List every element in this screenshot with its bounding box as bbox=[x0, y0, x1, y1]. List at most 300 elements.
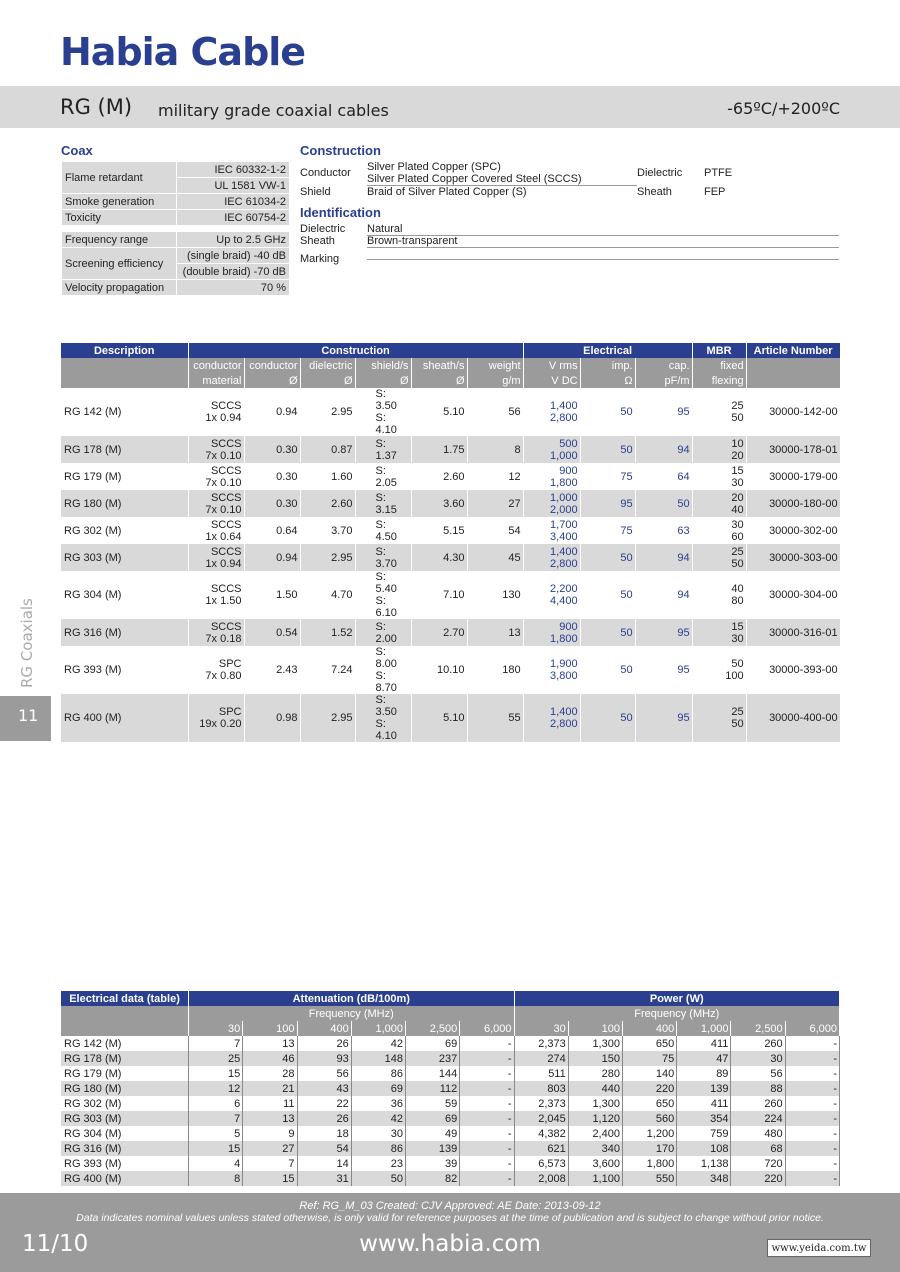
power-cell: 511 bbox=[514, 1066, 568, 1081]
sheath-dia: 3.60 bbox=[411, 490, 467, 517]
coax-value: UL 1581 VW-1 bbox=[177, 178, 290, 194]
cable-spec-table bbox=[61, 343, 841, 742]
page-footer bbox=[0, 1193, 900, 1272]
freq-label: Frequency (MHz) bbox=[514, 1006, 840, 1021]
voltage-line1: 1,400 bbox=[550, 400, 578, 412]
voltage-line1: 1,000 bbox=[550, 491, 578, 504]
weight: 180 bbox=[467, 646, 523, 694]
impedance: 75 bbox=[580, 463, 635, 490]
attenuation-cell: - bbox=[460, 1051, 514, 1066]
mbr-line1: 15 bbox=[731, 464, 744, 477]
dielectric-dia: 1.60 bbox=[300, 463, 355, 490]
conductor-material-line2: 1x 0.94 bbox=[205, 412, 242, 424]
habia-cable-logo: Habia Cable bbox=[60, 30, 306, 74]
power-cell: 2,373 bbox=[514, 1096, 568, 1111]
capacitance: 63 bbox=[635, 517, 692, 544]
attenuation-cell: 42 bbox=[351, 1036, 405, 1051]
power-cell: 139 bbox=[677, 1081, 731, 1096]
table-row bbox=[61, 544, 840, 571]
table-row bbox=[61, 1126, 840, 1141]
attenuation-cell: 237 bbox=[406, 1051, 460, 1066]
subheader-cell: dielectric bbox=[300, 358, 355, 373]
attenuation-cell: - bbox=[460, 1036, 514, 1051]
attenuation-cell: 7 bbox=[189, 1036, 243, 1051]
dielectric-dia: 2.95 bbox=[300, 388, 355, 436]
coax-row bbox=[62, 194, 290, 210]
weight: 56 bbox=[467, 388, 523, 436]
power-cell: 75 bbox=[622, 1051, 676, 1066]
conductor-material-line1: SCCS bbox=[210, 583, 242, 595]
power-cell: - bbox=[785, 1111, 839, 1126]
power-cell: 1,800 bbox=[622, 1156, 676, 1171]
table-row bbox=[61, 1096, 840, 1111]
attenuation-cell: 26 bbox=[297, 1036, 351, 1051]
freq-cell: 100 bbox=[568, 1021, 622, 1036]
subheader-cell: flexing bbox=[692, 373, 746, 388]
power-cell: 1,100 bbox=[568, 1171, 622, 1186]
attenuation-cell: 13 bbox=[243, 1036, 297, 1051]
voltage bbox=[523, 619, 580, 646]
sheath-dia: 2.70 bbox=[411, 619, 467, 646]
dielectric-dia: 2.60 bbox=[300, 490, 355, 517]
capacitance: 94 bbox=[635, 571, 692, 619]
dielectric-dia: 4.70 bbox=[300, 571, 355, 619]
attenuation-cell: 7 bbox=[243, 1156, 297, 1171]
subheader-cell: Ø bbox=[355, 373, 411, 388]
mbr-line2: 80 bbox=[731, 595, 744, 607]
voltage-line2: 4,400 bbox=[550, 595, 578, 607]
mbr bbox=[692, 694, 746, 742]
conductor-dia: 0.94 bbox=[244, 544, 300, 571]
coax-row bbox=[62, 162, 290, 178]
attenuation-cell: 56 bbox=[297, 1066, 351, 1081]
shield-dia-line1: S: 3.50 bbox=[375, 694, 397, 718]
attenuation-cell: 28 bbox=[243, 1066, 297, 1081]
ident-sheath-value: Brown-transparent bbox=[367, 235, 458, 247]
power-cell: - bbox=[785, 1096, 839, 1111]
sheath-dia: 4.30 bbox=[411, 544, 467, 571]
reference-line: Ref: RG_M_03 Created: CJV Approved: AE Date: 2013-09-12 bbox=[299, 1200, 601, 1212]
table-row bbox=[61, 490, 840, 517]
voltage bbox=[523, 517, 580, 544]
voltage bbox=[523, 646, 580, 694]
power-cell: 1,300 bbox=[568, 1096, 622, 1111]
power-cell: 260 bbox=[731, 1096, 785, 1111]
coax-value: (single braid) -40 dB bbox=[177, 248, 290, 264]
voltage-line1: 1,400 bbox=[550, 706, 578, 718]
cable-name: RG 393 (M) bbox=[61, 646, 188, 694]
power-cell: 260 bbox=[731, 1036, 785, 1051]
attenuation-cell: 46 bbox=[243, 1051, 297, 1066]
power-cell: - bbox=[785, 1081, 839, 1096]
attenuation-cell: 86 bbox=[351, 1066, 405, 1081]
page-number: 11/10 bbox=[22, 1231, 89, 1257]
article-number: 30000-304-00 bbox=[746, 571, 840, 619]
power-cell: 550 bbox=[622, 1171, 676, 1186]
conductor-material-line1: SCCS bbox=[210, 491, 242, 504]
shield-dia bbox=[355, 544, 411, 571]
mbr-line2: 100 bbox=[725, 670, 744, 682]
power-cell: 2,045 bbox=[514, 1111, 568, 1126]
shield-dia-line1: S: 4.50 bbox=[375, 518, 397, 543]
subheader-cell: g/m bbox=[467, 373, 523, 388]
weight: 13 bbox=[467, 619, 523, 646]
attenuation-cell: 31 bbox=[297, 1171, 351, 1186]
conductor-material-line1: SCCS bbox=[210, 620, 242, 633]
attenuation-cell: 15 bbox=[243, 1171, 297, 1186]
attenuation-cell: 11 bbox=[243, 1096, 297, 1111]
page-title: RG (M) bbox=[60, 95, 133, 119]
table-row bbox=[61, 1111, 840, 1126]
article-number: 30000-180-00 bbox=[746, 490, 840, 517]
power-cell: 89 bbox=[677, 1066, 731, 1081]
mbr bbox=[692, 463, 746, 490]
website-link[interactable]: www.habia.com bbox=[359, 1231, 541, 1257]
shield-dia bbox=[355, 694, 411, 742]
impedance: 50 bbox=[580, 571, 635, 619]
attenuation-cell: 112 bbox=[406, 1081, 460, 1096]
power-cell: 30 bbox=[731, 1051, 785, 1066]
freq-cell: 6,000 bbox=[460, 1021, 514, 1036]
attenuation-cell: 69 bbox=[406, 1036, 460, 1051]
dielectric-dia: 7.24 bbox=[300, 646, 355, 694]
conductor-label: Conductor bbox=[300, 167, 351, 179]
cable-name: RG 316 (M) bbox=[61, 1141, 189, 1156]
power-cell: - bbox=[785, 1141, 839, 1156]
conductor-material-line1: SCCS bbox=[210, 518, 242, 531]
table-row bbox=[61, 694, 840, 742]
power-cell: - bbox=[785, 1126, 839, 1141]
shield-dia-line2: S: 4.10 bbox=[375, 412, 397, 436]
article-number: 30000-178-01 bbox=[746, 436, 840, 463]
impedance: 50 bbox=[580, 694, 635, 742]
attenuation-cell: - bbox=[460, 1096, 514, 1111]
col-mbr: MBR bbox=[692, 343, 746, 358]
table-row bbox=[61, 1081, 840, 1096]
attenuation-cell: 49 bbox=[406, 1126, 460, 1141]
mbr-line2: 30 bbox=[731, 632, 744, 645]
subheader-cell: conductor bbox=[244, 358, 300, 373]
table-row bbox=[61, 571, 840, 619]
capacitance: 50 bbox=[635, 490, 692, 517]
mbr-line2: 50 bbox=[731, 718, 744, 730]
power-cell: 150 bbox=[568, 1051, 622, 1066]
shield-dia-line2: S: 4.10 bbox=[375, 718, 397, 742]
cable-name: RG 303 (M) bbox=[61, 544, 188, 571]
voltage bbox=[523, 694, 580, 742]
conductor-material-line2: 7x 0.10 bbox=[205, 476, 242, 489]
freq-label: Frequency (MHz) bbox=[189, 1006, 514, 1021]
mbr-line1: 25 bbox=[731, 545, 744, 558]
dielectric-dia: 3.70 bbox=[300, 517, 355, 544]
power-cell: 4,382 bbox=[514, 1126, 568, 1141]
col-article: Article Number bbox=[746, 343, 840, 358]
power-cell: 220 bbox=[622, 1081, 676, 1096]
shield-dia bbox=[355, 388, 411, 436]
capacitance: 64 bbox=[635, 463, 692, 490]
mbr-line2: 50 bbox=[731, 412, 744, 424]
article-number: 30000-142-00 bbox=[746, 388, 840, 436]
power-cell: 140 bbox=[622, 1066, 676, 1081]
freq-cell: 400 bbox=[622, 1021, 676, 1036]
impedance: 50 bbox=[580, 388, 635, 436]
voltage bbox=[523, 388, 580, 436]
mbr-line1: 25 bbox=[731, 706, 744, 718]
mbr-line2: 50 bbox=[731, 557, 744, 570]
power-cell: 274 bbox=[514, 1051, 568, 1066]
side-page-tab: 11 bbox=[0, 696, 51, 741]
freq-cell: 100 bbox=[243, 1021, 297, 1036]
conductor-material-line1: SCCS bbox=[210, 437, 242, 450]
table-row bbox=[61, 1171, 840, 1186]
voltage bbox=[523, 571, 580, 619]
mbr-line1: 15 bbox=[731, 620, 744, 633]
conductor-material-line2: 7x 0.10 bbox=[205, 503, 242, 516]
subheader-cell: weight bbox=[467, 358, 523, 373]
subheader-cell: fixed bbox=[692, 358, 746, 373]
attenuation-cell: 21 bbox=[243, 1081, 297, 1096]
weight: 130 bbox=[467, 571, 523, 619]
attenuation-cell: 86 bbox=[351, 1141, 405, 1156]
col-electrical: Electrical bbox=[523, 343, 692, 358]
power-cell: 803 bbox=[514, 1081, 568, 1096]
voltage-line1: 1,900 bbox=[550, 658, 578, 670]
subheader-cell: Ø bbox=[411, 373, 467, 388]
impedance: 50 bbox=[580, 544, 635, 571]
distributor-stamp: www.yeida.com.tw bbox=[767, 1239, 871, 1257]
cable-name: RG 316 (M) bbox=[61, 619, 188, 646]
sheath-label: Sheath bbox=[637, 186, 672, 198]
conductor-value-1: Silver Plated Copper (SPC) bbox=[367, 161, 501, 173]
freq-cell: 30 bbox=[514, 1021, 568, 1036]
electrical-data-table bbox=[61, 991, 840, 1186]
freq-cell: 2,500 bbox=[731, 1021, 785, 1036]
power-cell: 224 bbox=[731, 1111, 785, 1126]
impedance: 50 bbox=[580, 619, 635, 646]
capacitance: 95 bbox=[635, 646, 692, 694]
construction-heading: Construction bbox=[300, 143, 381, 158]
power-cell: 720 bbox=[731, 1156, 785, 1171]
attenuation-cell: 15 bbox=[189, 1066, 243, 1081]
conductor-dia: 0.30 bbox=[244, 463, 300, 490]
coax-value: IEC 61034-2 bbox=[177, 194, 290, 210]
dielectric-dia: 0.87 bbox=[300, 436, 355, 463]
coax-table bbox=[61, 161, 290, 296]
power-cell: - bbox=[785, 1156, 839, 1171]
voltage bbox=[523, 436, 580, 463]
coax-label: Frequency range bbox=[62, 232, 177, 248]
conductor-dia: 0.30 bbox=[244, 436, 300, 463]
ident-dielectric-label: Dielectric bbox=[300, 223, 346, 235]
shield-dia bbox=[355, 619, 411, 646]
attenuation-cell: 22 bbox=[297, 1096, 351, 1111]
attenuation-cell: 69 bbox=[351, 1081, 405, 1096]
voltage-line2: 2,800 bbox=[550, 412, 578, 424]
attenuation-cell: - bbox=[460, 1171, 514, 1186]
table-row bbox=[61, 388, 840, 436]
table-row bbox=[61, 463, 840, 490]
freq-cell: 1,000 bbox=[677, 1021, 731, 1036]
freq-cell: 30 bbox=[189, 1021, 243, 1036]
mbr-line1: 50 bbox=[731, 658, 744, 670]
disclaimer: Data indicates nominal values unless stated otherwise, is only valid for reference purposes at the time of publication and is subject to change without prior notice. bbox=[76, 1212, 824, 1224]
conductor-material bbox=[188, 388, 244, 436]
shield-dia bbox=[355, 436, 411, 463]
power-cell: 440 bbox=[568, 1081, 622, 1096]
subheader-row bbox=[61, 358, 840, 373]
sheath-dia: 10.10 bbox=[411, 646, 467, 694]
capacitance: 95 bbox=[635, 694, 692, 742]
attenuation-cell: 5 bbox=[189, 1126, 243, 1141]
capacitance: 95 bbox=[635, 388, 692, 436]
shield-dia bbox=[355, 571, 411, 619]
conductor-material bbox=[188, 694, 244, 742]
weight: 12 bbox=[467, 463, 523, 490]
attenuation-cell: - bbox=[460, 1141, 514, 1156]
article-number: 30000-400-00 bbox=[746, 694, 840, 742]
cable-name: RG 303 (M) bbox=[61, 1111, 189, 1126]
mbr-line2: 60 bbox=[731, 530, 744, 543]
dielectric-value: PTFE bbox=[704, 167, 733, 179]
shield-dia-line1: S: 2.05 bbox=[375, 464, 397, 489]
table-row bbox=[61, 619, 840, 646]
power-cell: 56 bbox=[731, 1066, 785, 1081]
coax-row bbox=[62, 248, 290, 264]
table-row bbox=[61, 436, 840, 463]
table-row bbox=[61, 1066, 840, 1081]
conductor-dia: 0.98 bbox=[244, 694, 300, 742]
conductor-material-line2: 1x 1.50 bbox=[205, 595, 242, 607]
coax-value: IEC 60754-2 bbox=[177, 210, 290, 226]
cable-name: RG 393 (M) bbox=[61, 1156, 189, 1171]
dielectric-dia: 1.52 bbox=[300, 619, 355, 646]
coax-row bbox=[62, 210, 290, 226]
attenuation-cell: 36 bbox=[351, 1096, 405, 1111]
mbr bbox=[692, 646, 746, 694]
coax-label: Flame retardant bbox=[62, 162, 177, 194]
shield-dia-line2: S: 6.10 bbox=[375, 595, 397, 619]
conductor-material-line2: 1x 0.64 bbox=[205, 530, 242, 543]
article-number: 30000-393-00 bbox=[746, 646, 840, 694]
voltage-line2: 2,800 bbox=[550, 718, 578, 730]
article-number: 30000-316-01 bbox=[746, 619, 840, 646]
voltage-line2: 2,000 bbox=[550, 503, 578, 516]
power-cell: 340 bbox=[568, 1141, 622, 1156]
power-cell: 1,138 bbox=[677, 1156, 731, 1171]
mbr-line1: 40 bbox=[731, 583, 744, 595]
mbr-line2: 30 bbox=[731, 476, 744, 489]
cable-name: RG 142 (M) bbox=[61, 1036, 189, 1051]
mbr-line2: 20 bbox=[731, 449, 744, 462]
capacitance: 95 bbox=[635, 619, 692, 646]
power-cell: 411 bbox=[677, 1036, 731, 1051]
subheader-cell: imp. bbox=[580, 358, 635, 373]
conductor-dia: 0.94 bbox=[244, 388, 300, 436]
shield-value: Braid of Silver Plated Copper (S) bbox=[367, 186, 527, 198]
attenuation-cell: 13 bbox=[243, 1111, 297, 1126]
voltage bbox=[523, 463, 580, 490]
article-number: 30000-302-00 bbox=[746, 517, 840, 544]
shield-dia-line2: S: 8.70 bbox=[375, 670, 397, 694]
coax-value: (double braid) -70 dB bbox=[177, 264, 290, 280]
conductor-material bbox=[188, 646, 244, 694]
mbr bbox=[692, 571, 746, 619]
coax-row bbox=[62, 232, 290, 248]
conductor-material-line2: 7x 0.80 bbox=[205, 670, 242, 682]
shield-dia-line1: S: 1.37 bbox=[375, 437, 397, 462]
sheath-dia: 2.60 bbox=[411, 463, 467, 490]
cable-name: RG 400 (M) bbox=[61, 1171, 189, 1186]
voltage-line1: 900 bbox=[559, 464, 578, 477]
attenuation-cell: 6 bbox=[189, 1096, 243, 1111]
subheader-cell: material bbox=[188, 373, 244, 388]
table-row bbox=[61, 517, 840, 544]
impedance: 75 bbox=[580, 517, 635, 544]
table-row bbox=[61, 1036, 840, 1051]
voltage-line2: 1,000 bbox=[550, 449, 578, 462]
attenuation-cell: 148 bbox=[351, 1051, 405, 1066]
subheader-row bbox=[61, 373, 840, 388]
cable-name: RG 180 (M) bbox=[61, 490, 188, 517]
coax-value: Up to 2.5 GHz bbox=[177, 232, 290, 248]
subheader-cell: Ø bbox=[244, 373, 300, 388]
table-row bbox=[61, 1051, 840, 1066]
voltage-line2: 1,800 bbox=[550, 632, 578, 645]
mbr bbox=[692, 436, 746, 463]
cable-name: RG 180 (M) bbox=[61, 1081, 189, 1096]
voltage-line2: 2,800 bbox=[550, 557, 578, 570]
attenuation-cell: 50 bbox=[351, 1171, 405, 1186]
cable-name: RG 142 (M) bbox=[61, 388, 188, 436]
coax-value: 70 % bbox=[177, 280, 290, 296]
subheader-cell: Ø bbox=[300, 373, 355, 388]
shield-dia bbox=[355, 463, 411, 490]
shield-dia-line1: S: 3.70 bbox=[375, 545, 397, 570]
coax-label: Screening efficiency bbox=[62, 248, 177, 280]
section-side-label bbox=[18, 590, 38, 690]
article-number: 30000-179-00 bbox=[746, 463, 840, 490]
cable-name: RG 179 (M) bbox=[61, 463, 188, 490]
power-cell: 108 bbox=[677, 1141, 731, 1156]
voltage-line1: 1,400 bbox=[550, 545, 578, 558]
attenuation-cell: - bbox=[460, 1111, 514, 1126]
attenuation-cell: 18 bbox=[297, 1126, 351, 1141]
freq-row bbox=[61, 1021, 840, 1036]
cable-name: RG 179 (M) bbox=[61, 1066, 189, 1081]
dielectric-label: Dielectric bbox=[637, 167, 683, 179]
ident-marking-label: Marking bbox=[300, 253, 340, 265]
power-cell: 560 bbox=[622, 1111, 676, 1126]
conductor-material-line1: SCCS bbox=[210, 464, 242, 477]
power-cell: - bbox=[785, 1051, 839, 1066]
attenuation-cell: 43 bbox=[297, 1081, 351, 1096]
freq-cell: 2,500 bbox=[406, 1021, 460, 1036]
dielectric-dia: 2.95 bbox=[300, 694, 355, 742]
sheath-dia: 5.10 bbox=[411, 388, 467, 436]
attenuation-cell: - bbox=[460, 1081, 514, 1096]
attenuation-cell: 12 bbox=[189, 1081, 243, 1096]
voltage bbox=[523, 544, 580, 571]
attenuation-cell: - bbox=[460, 1126, 514, 1141]
impedance: 95 bbox=[580, 490, 635, 517]
voltage-line1: 1,700 bbox=[550, 518, 578, 531]
power-cell: - bbox=[785, 1171, 839, 1186]
attenuation-cell: 25 bbox=[189, 1051, 243, 1066]
attenuation-cell: 42 bbox=[351, 1111, 405, 1126]
mbr bbox=[692, 544, 746, 571]
title-bar bbox=[0, 86, 900, 128]
article-number: 30000-303-00 bbox=[746, 544, 840, 571]
